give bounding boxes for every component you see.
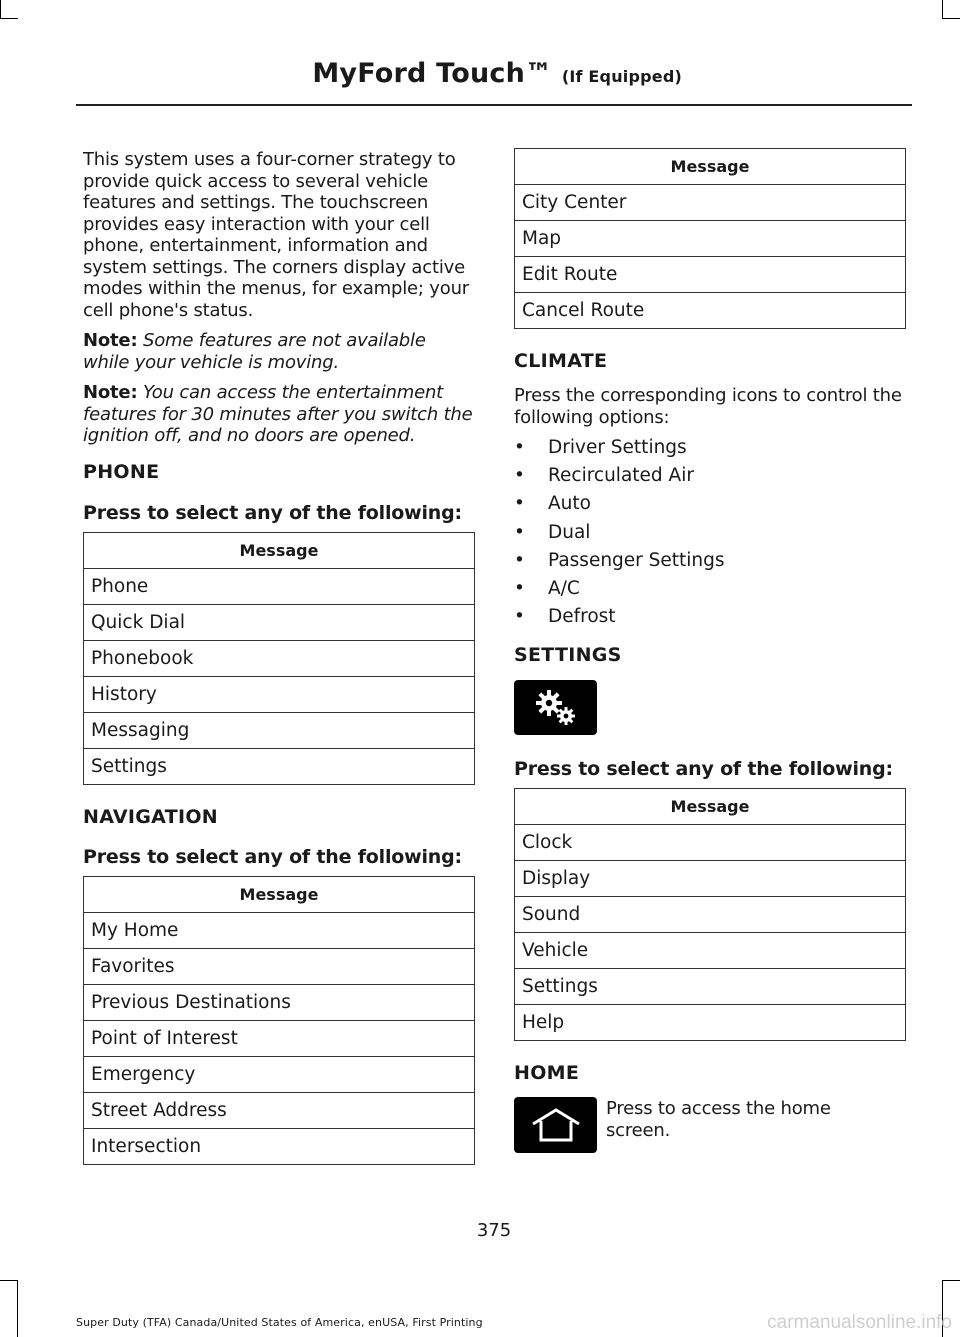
table-cell: Sound: [515, 897, 906, 933]
table-cell: Emergency: [84, 1057, 475, 1093]
table-cell: City Center: [515, 185, 906, 221]
header-divider: [76, 104, 912, 106]
phone-table: [83, 532, 475, 785]
climate-list: [514, 434, 906, 631]
table-header: Message: [84, 533, 475, 569]
table-row: [515, 221, 906, 257]
table-cell: Previous Destinations: [84, 985, 475, 1021]
title-text: MyFord Touch™: [312, 58, 553, 89]
watermark: carmanualsonline.info: [767, 1312, 952, 1333]
table-header: Message: [84, 877, 475, 913]
table-row: [84, 949, 475, 985]
bullet-icon: •: [514, 437, 525, 458]
house-icon: [514, 1097, 597, 1153]
table-row: [84, 1093, 475, 1129]
table-cell: Settings: [515, 969, 906, 1005]
list-item: [514, 603, 906, 631]
table-row: [515, 933, 906, 969]
page-title: [312, 58, 682, 89]
list-item-label: Dual: [548, 521, 591, 543]
list-item-label: Recirculated Air: [548, 465, 694, 487]
title-subtitle: (If Equipped): [561, 67, 682, 86]
bullet-icon: •: [514, 465, 525, 487]
table-cell: Messaging: [84, 713, 475, 749]
settings-heading: SETTINGS: [514, 644, 622, 666]
note-text: Some features are not available while your vehicle is moving.: [83, 330, 426, 373]
home-heading: HOME: [514, 1062, 580, 1084]
bullet-icon: •: [514, 577, 525, 599]
gears-icon: [514, 680, 597, 735]
bullet-icon: •: [514, 549, 525, 571]
table-cell: Quick Dial: [84, 605, 475, 641]
list-item: [514, 462, 906, 490]
intro-paragraph: This system uses a four-corner strategy to provide quick access to several vehicle features and settings. The touchscreen provides easy interaction with your cell phone, entertainment, information and system settings. The corners display active modes within the menus, for example; your cell phone's status.: [83, 149, 469, 321]
navigation-table: [83, 876, 475, 1165]
table-row: [84, 713, 475, 749]
list-item-label: Driver Settings: [548, 437, 687, 458]
table-cell: Intersection: [84, 1129, 475, 1165]
gears-icon-graphic: [531, 688, 581, 728]
table-row: [515, 185, 906, 221]
table-cell: Street Address: [84, 1093, 475, 1129]
list-item-label: Defrost: [548, 606, 616, 628]
table-row: [84, 1021, 475, 1057]
table-cell: Help: [515, 1005, 906, 1041]
home-description: Press to access the home screen.: [606, 1098, 831, 1141]
bullet-icon: •: [514, 606, 525, 628]
crop-mark: [17, 1280, 18, 1337]
table-row: [84, 605, 475, 641]
table-row: [84, 569, 475, 605]
table-cell: Vehicle: [515, 933, 906, 969]
table-row: [515, 969, 906, 1005]
table-row: [84, 677, 475, 713]
table-row: [515, 897, 906, 933]
table-row: [515, 293, 906, 329]
crop-mark: [942, 18, 960, 19]
table-row: [84, 641, 475, 677]
settings-table-wrap: [514, 788, 906, 1041]
climate-intro: Press the corresponding icons to control the following options:: [514, 385, 902, 428]
table-row: [84, 1129, 475, 1165]
note-label: Note:: [83, 330, 138, 351]
list-item-label: A/C: [548, 577, 580, 599]
list-item: [514, 490, 906, 518]
navigation-continued-table: [514, 148, 906, 329]
table-row: [84, 749, 475, 785]
crop-mark: [0, 0, 1, 18]
list-item-label: Passenger Settings: [548, 549, 725, 571]
crop-mark: [942, 1280, 960, 1281]
table-header: Message: [515, 789, 906, 825]
phone-prompt: Press to select any of the following:: [83, 502, 462, 524]
note-moving: [83, 330, 475, 373]
phone-heading: PHONE: [83, 461, 160, 483]
table-cell: Phonebook: [84, 641, 475, 677]
navigation-heading: NAVIGATION: [83, 806, 218, 828]
table-header: Message: [515, 149, 906, 185]
table-cell: Point of Interest: [84, 1021, 475, 1057]
table-cell: Display: [515, 861, 906, 897]
table-cell: Favorites: [84, 949, 475, 985]
table-cell: Settings: [84, 749, 475, 785]
crop-mark: [942, 0, 943, 18]
table-cell: Edit Route: [515, 257, 906, 293]
footer-text: Super Duty (TFA) Canada/United States of America, enUSA, First Printing: [76, 1316, 483, 1329]
list-item-label: Auto: [548, 493, 591, 515]
table-row: [84, 913, 475, 949]
left-column: [83, 149, 475, 456]
navigation-table-wrap: [83, 876, 475, 1165]
table-row: [515, 861, 906, 897]
table-row: [84, 985, 475, 1021]
bullet-icon: •: [514, 521, 525, 543]
note-entertainment: [83, 382, 475, 447]
table-row: [515, 825, 906, 861]
house-icon-graphic: [530, 1105, 582, 1145]
page-number: 375: [476, 1220, 512, 1241]
table-cell: Map: [515, 221, 906, 257]
table-cell: History: [84, 677, 475, 713]
list-item: [514, 575, 906, 603]
settings-table: [514, 788, 906, 1041]
settings-prompt: Press to select any of the following:: [514, 758, 893, 780]
list-item: [514, 434, 906, 462]
table-cell: My Home: [84, 913, 475, 949]
table-cell: Phone: [84, 569, 475, 605]
note-text: You can access the entertainment features for 30 minutes after you switch the ignition off, and no doors are opened.: [83, 382, 473, 446]
phone-table-wrap: [83, 532, 475, 785]
navigation-continued-table-wrap: [514, 148, 906, 329]
table-cell: Cancel Route: [515, 293, 906, 329]
crop-mark: [0, 18, 18, 19]
crop-mark: [0, 1280, 18, 1281]
table-row: [515, 1005, 906, 1041]
note-label: Note:: [83, 382, 138, 403]
list-item: [514, 547, 906, 575]
navigation-prompt: Press to select any of the following:: [83, 846, 462, 868]
bullet-icon: •: [514, 493, 525, 515]
list-item: [514, 519, 906, 547]
table-cell: Clock: [515, 825, 906, 861]
table-row: [515, 257, 906, 293]
table-row: [84, 1057, 475, 1093]
climate-heading: CLIMATE: [514, 350, 608, 372]
